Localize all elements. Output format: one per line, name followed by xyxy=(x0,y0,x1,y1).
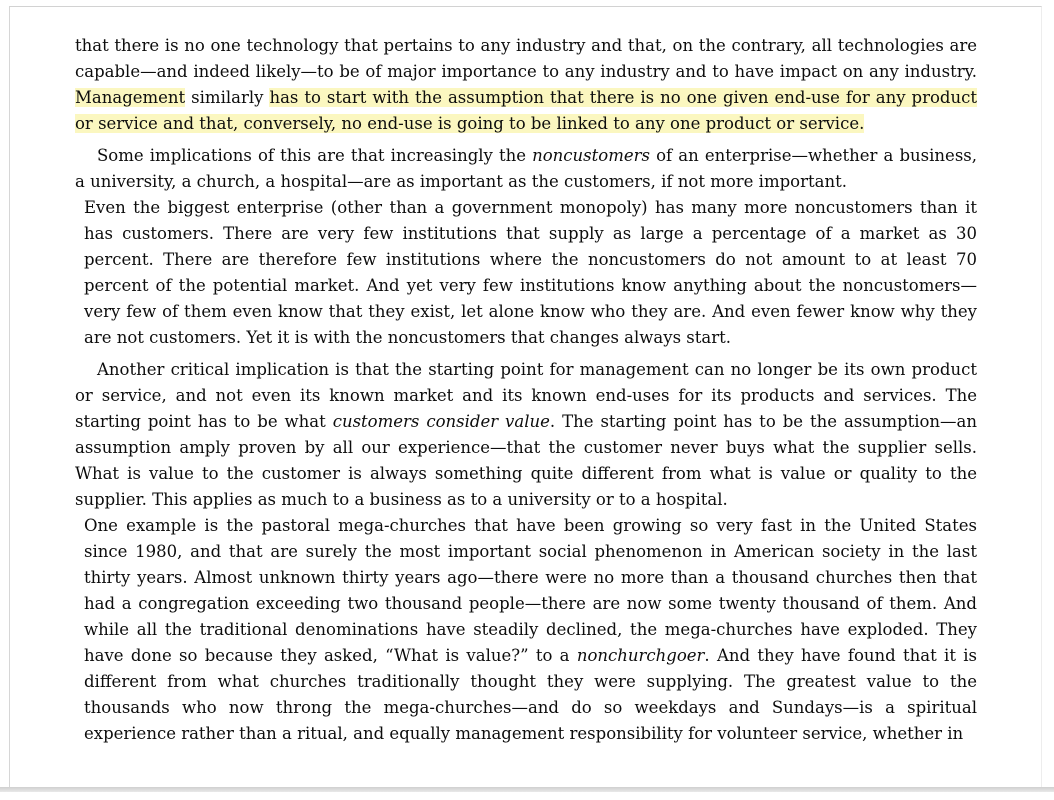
text-run: . And they have found that it is different from what churches traditionally thought they were supplying. The greatest value to the thousands who now throng the mega-churches—and do so weekdays and Sundays—is a spiritual experience rather than a ritual, and equally management responsibility for volunteer service, whether in xyxy=(84,646,977,743)
text-run: Another critical implication is that the starting point for management can no longer be its own product or service, and not even its known market and its known end-uses for its products and services. The starting point has to be what xyxy=(75,360,977,431)
text-run: similarly xyxy=(185,88,270,107)
text-run: Some implications of this are that increasingly the xyxy=(97,146,533,165)
italic-run: customers consider value xyxy=(332,412,550,431)
italic-run: noncustomers xyxy=(532,146,650,165)
italic-run: nonchurchgoer xyxy=(576,646,705,665)
text-run: of an enterprise—whether a business, a university, a church, a hospital—are as important as the customers, if not more important. xyxy=(75,146,977,191)
paragraph-4 xyxy=(75,357,977,513)
page-bottom-edge xyxy=(0,787,1054,792)
highlight-run: has to start with the assumption that there is no one given end-use for any product or service and that, conversely, no end-use is going to be linked to any one product or service. xyxy=(75,88,977,133)
highlight-run: Management xyxy=(75,88,186,107)
page-text xyxy=(75,33,977,747)
paragraph-5 xyxy=(84,513,977,747)
paragraph-1 xyxy=(75,33,977,137)
text-run: . The starting point has to be the assumption—an assumption amply proven by all our experience—that the customer never buys what the supplier sells. What is value to the customer is always something quite different from what is value or quality to the supplier. This applies as much to a business as to a university or to a hospital. xyxy=(75,412,977,509)
text-run: Even the biggest enterprise (other than a government monopoly) has many more noncustomers than it has customers. There are very few institutions that supply as large a percentage of a market as 30 percent. There are therefore few institutions where the noncustomers do not amount to at least 70 percent of the potential market. And yet very few institutions know anything about the noncustomers—very few of them even know that they exist, let alone know who they are. And even fewer know why they are not customers. Yet it is with the noncustomers that changes always start. xyxy=(84,198,977,347)
paragraph-2 xyxy=(75,143,977,195)
text-run: One example is the pastoral mega-churches that have been growing so very fast in the United States since 1980, and that are surely the most important social phenomenon in American society in the last thirty years. Almost unknown thirty years ago—there were no more than a thousand churches then that had a congregation exceeding two thousand people—there are now some twenty thousand of them. And while all the traditional denominations have steadily declined, the mega-churches have exploded. They have done so because they asked, “What is value?” to a xyxy=(84,516,977,665)
paragraph-3 xyxy=(84,195,977,351)
text-run: that there is no one technology that pertains to any industry and that, on the contrary, all technologies are capable—and indeed likely—to be of major importance to any industry and to have impact on any industry. xyxy=(75,36,977,81)
